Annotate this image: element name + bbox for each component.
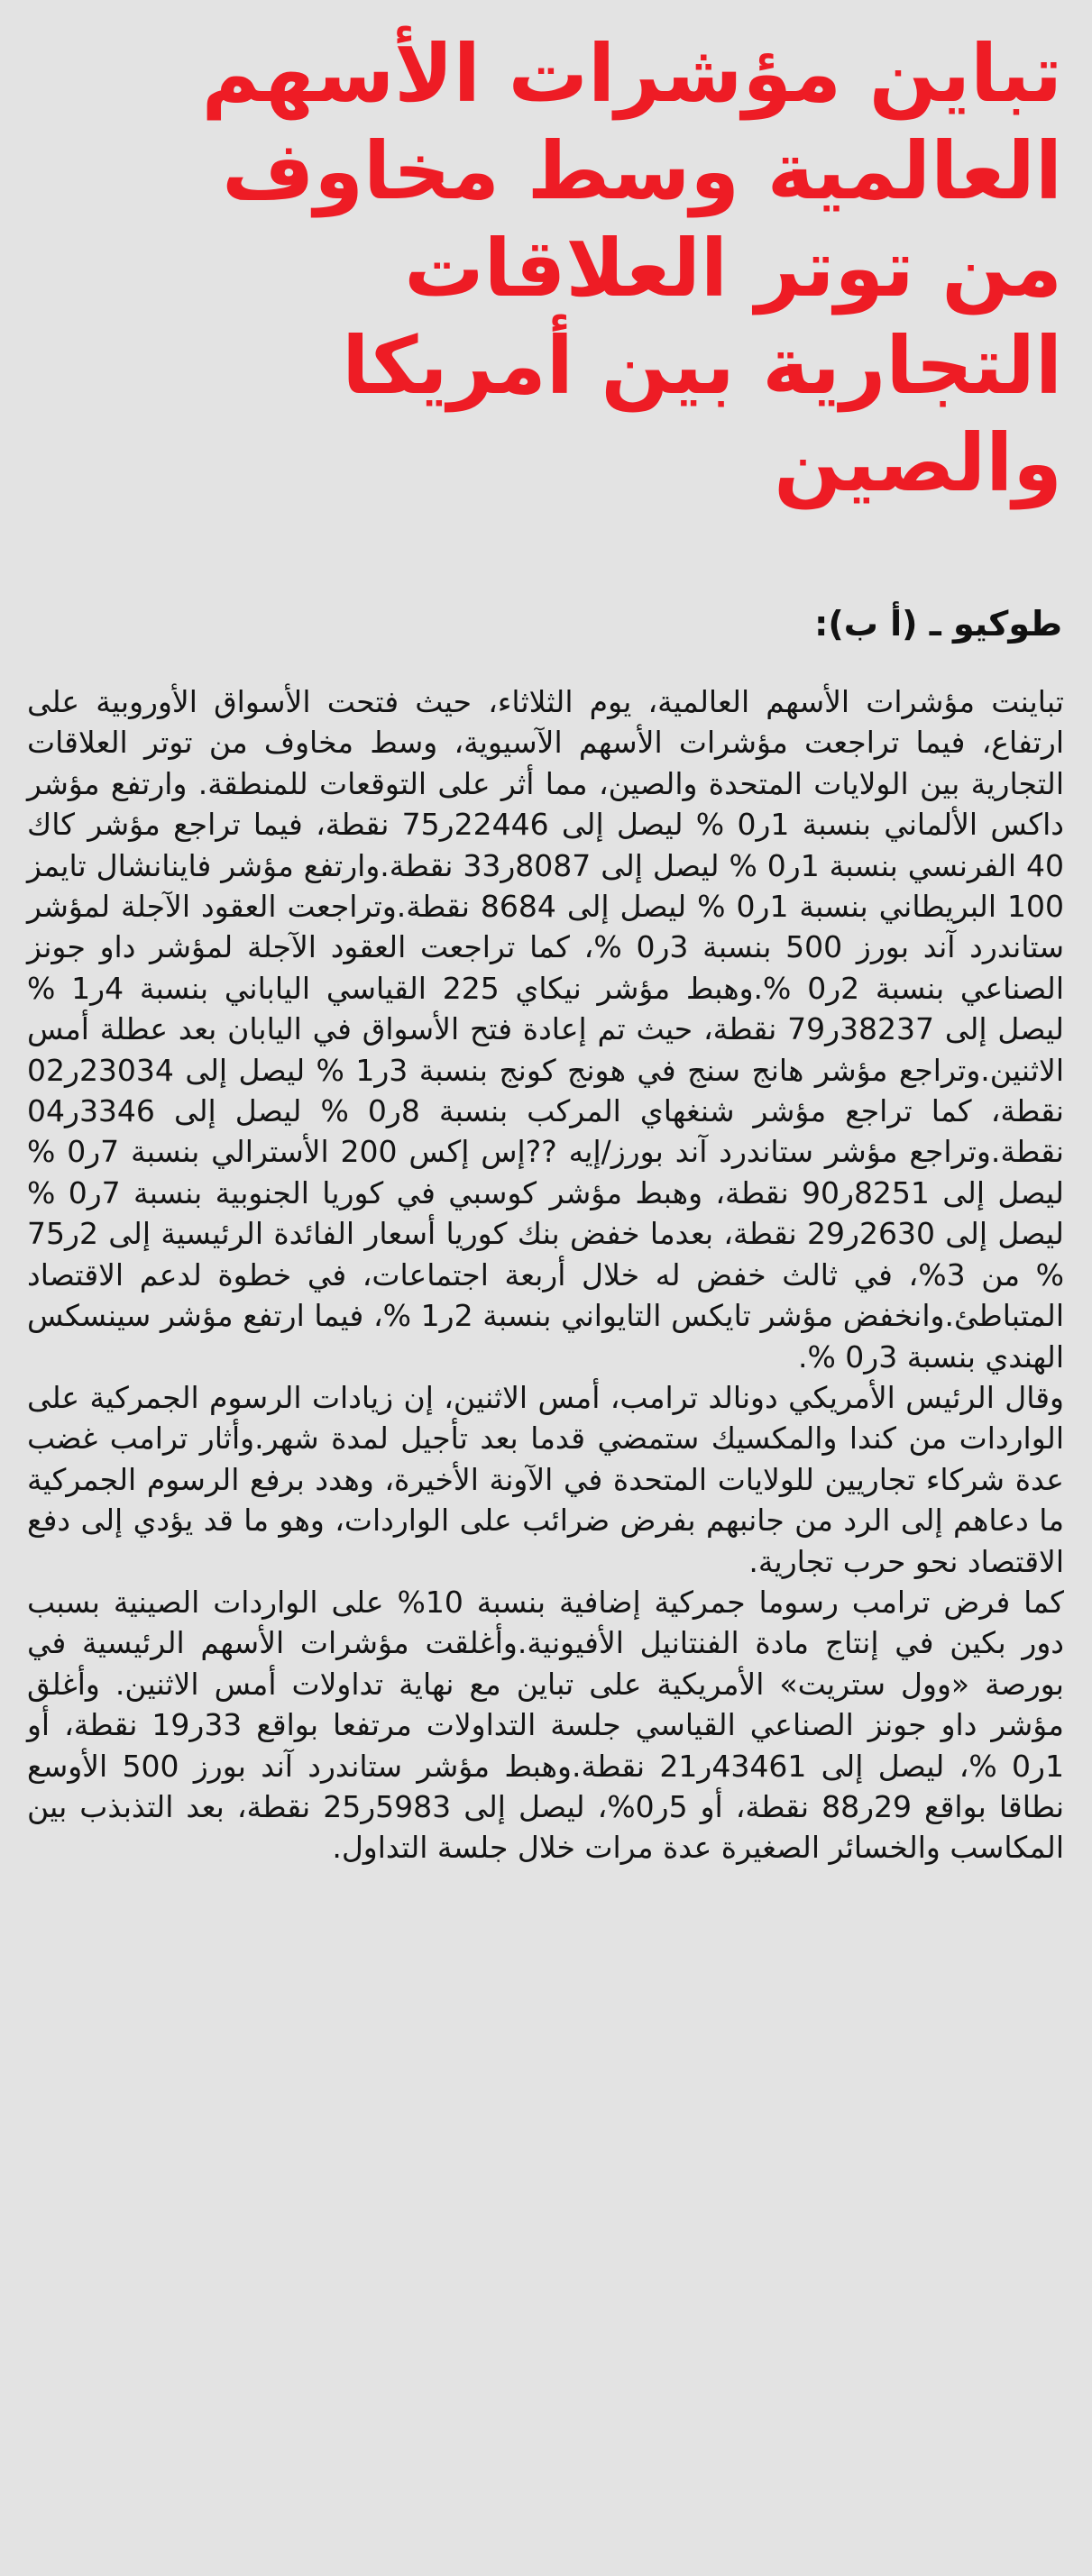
paragraph: كما فرض ترامب رسوما جمركية إضافية بنسبة 10% على الواردات الصينية بسبب دور بكين في إنتاج مادة الفنتانيل الأفيونية.وأغلقت مؤشرات الأسهم الرئيسية في بورصة «وول ستريت» الأمريكية على تباين مع نهاية تداولات أمس الاثنين. وأغلق مؤشر داو جونز الصناعي القياسي جلسة التداولات مرتفعا بواقع 33ر19 نقطة، أو 1ر0 %، ليصل إلى 43461ر21 نقطة.وهبط مؤشر ستاندرد آند بورز 500 الأوسع نطاقا بواقع 29ر88 نقطة، أو 5ر0%، ليصل إلى 5983ر25 نقطة، بعد التذبذب بين المكاسب والخسائر الصغيرة عدة مرات خلال جلسة التداول. <box>27 1584 1065 1866</box>
dateline: طوكيو ـ (أ ب): <box>814 604 1062 644</box>
article-body <box>27 681 1064 1868</box>
headline: تباين مؤشرات الأسهم العالمية وسط مخاوف من توتر العلاقات التجارية بين أمريكا والصين <box>201 27 1062 509</box>
paragraph: تباينت مؤشرات الأسهم العالمية، يوم الثلاثاء، حيث فتحت الأسواق الأوروبية على ارتفاع، فيما تراجعت مؤشرات الأسهم الآسيوية، وسط مخاوف من توتر العلاقات التجارية بين الولايات المتحدة والصين، مما أثر على التوقعات للمنطقة. وارتفع مؤشر داكس الألماني بنسبة 1ر0 % ليصل إلى 22446ر75 نقطة، فيما تراجع مؤشر كاك 40 الفرنسي بنسبة 1ر0 % ليصل إلى 8087ر33 نقطة.وارتفع مؤشر فاينانشال تايمز 100 البريطاني بنسبة 1ر0 % ليصل إلى 8684 نقطة.وتراجعت العقود الآجلة لمؤشر ستاندرد آند بورز 500 بنسبة 3ر0 %، كما تراجعت العقود الآجلة لمؤشر داو جونز الصناعي بنسبة 2ر0 %.وهبط مؤشر نيكاي 225 القياسي الياباني بنسبة 4ر1 % ليصل إلى 38237ر79 نقطة، حيث تم إعادة فتح الأسواق في اليابان بعد عطلة أمس الاثنين.وتراجع مؤشر هانج سنج في هونج كونج بنسبة 3ر1 % ليصل إلى 23034ر02 نقطة، كما تراجع مؤشر شنغهاي المركب بنسبة 8ر0 % ليصل إلى 3346ر04 نقطة.وتراجع مؤشر ستاندرد آند بورز/إيه ??إس إكس 200 الأسترالي بنسبة 7ر0 % ليصل إلى 8251ر90 نقطة، وهبط مؤشر كوسبي في كوريا الجنوبية بنسبة 7ر0 % ليصل إلى 2630ر29 نقطة، بعدما خفض بنك كوريا أسعار الفائدة الرئيسية إلى 2ر75 % من 3%، في ثالث خفض له خلال أربعة اجتماعات، في خطوة لدعم الاقتصاد المتباطئ.وانخفض مؤشر تايكس التايواني بنسبة 2ر1 %، فيما ارتفع مؤشر سينسكس الهندي بنسبة 3ر0 %. <box>27 684 1064 1375</box>
paragraph: وقال الرئيس الأمريكي دونالد ترامب، أمس الاثنين، إن زيادات الرسوم الجمركية على الواردات من كندا والمكسيك ستمضي قدما بعد تأجيل لمدة شهر.وأثار ترامب غضب عدة شركاء تجاريين للولايات المتحدة في الآونة الأخيرة، وهدد برفع الرسوم الجمركية ما دعاهم إلى الرد من جانبهم بفرض ضرائب على الواردات، وهو ما قد يؤدي إلى دفع الاقتصاد نحو حرب تجارية. <box>27 1379 1064 1579</box>
news-article <box>27 0 1064 1868</box>
